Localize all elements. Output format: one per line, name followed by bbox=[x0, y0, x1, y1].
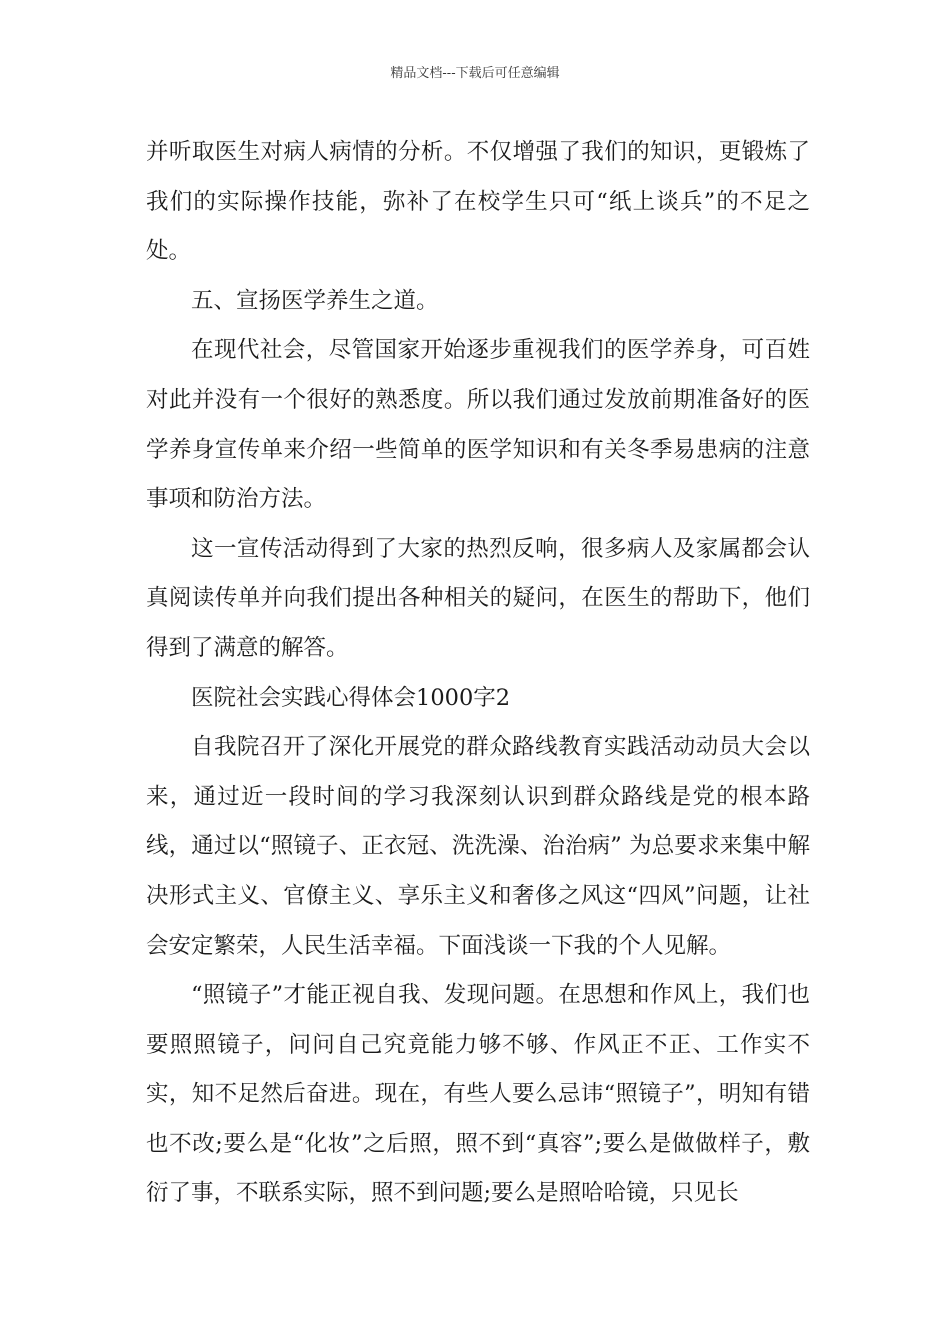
paragraph-7: “照镜子”才能正视自我、发现问题。在思想和作风上，我们也要照照镜子，问问自己究竟能力够不够、作风正不正、工作实不实，知不足然后奋进。现在，有些人要么忌讳“照镜子”，明知有错也不改;要么是“化妆”之后照，照不到“真容”;要么是做做样子，敷衍了事，不联系实际，照不到问题;要么是照哈哈镜，只见长 bbox=[146, 982, 810, 1207]
paragraph-6: 自我院召开了深化开展党的群众路线教育实践活动动员大会以来，通过近一段时间的学习我深刻认识到群众路线是党的根本路线，通过以“照镜子、正衣冠、洗洗澡、治治病” 为总要求来集中解决形式主义、官僚主义、享乐主义和奢侈之风这“四风”问题，让社会安定繁荣，人民生活幸福。下面浅谈一下我的个人见解。 bbox=[146, 734, 810, 959]
paragraph-4: 这一宣传活动得到了大家的热烈反响，很多病人及家属都会认真阅读传单并向我们提出各种相关的疑问，在医生的帮助下，他们得到了满意的解答。 bbox=[146, 535, 810, 661]
section-title: 医院社会实践心得体会1000字2 bbox=[191, 684, 511, 711]
page-header: 精品文档---下载后可任意编辑 bbox=[390, 66, 560, 81]
paragraph-2-heading: 五、宣扬医学养生之道。 bbox=[191, 287, 439, 314]
document-body bbox=[146, 128, 810, 1219]
paragraph-1: 并听取医生对病人病情的分析。不仅增强了我们的知识，更锻炼了我们的实际操作技能，弥补了在校学生只可“纸上谈兵”的不足之处。 bbox=[146, 139, 810, 265]
paragraph-3: 在现代社会，尽管国家开始逐步重视我们的医学养身，可百姓对此并没有一个很好的熟悉度。所以我们通过发放前期准备好的医学养身宣传单来介绍一些简单的医学知识和有关冬季易患病的注意事项和防治方法。 bbox=[146, 337, 810, 513]
